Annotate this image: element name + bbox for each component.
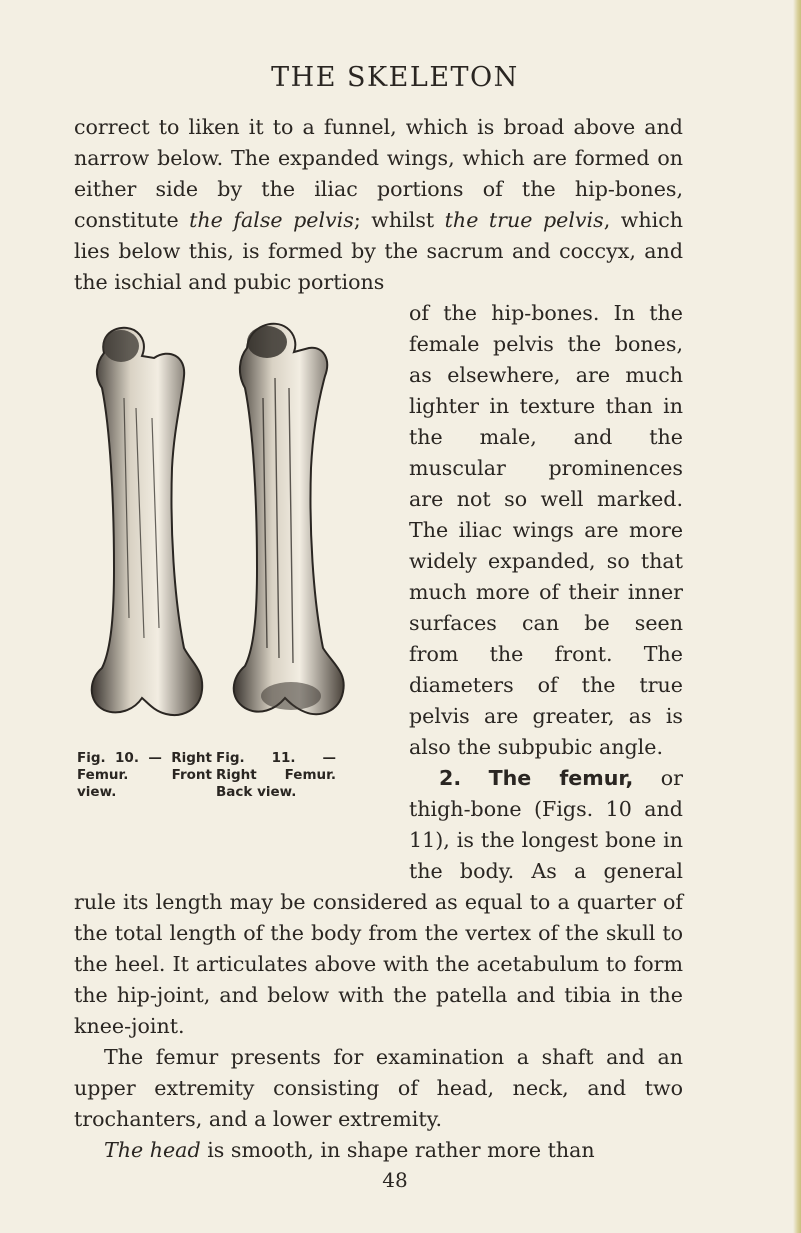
femur-figures: [74, 298, 395, 870]
paragraph-pelvis-continued: of the hip-bones. In the female pelvis the bones, as elsewhere, are much lighter in texture than in the male, and the muscular prominences are not so well marked. The iliac wings are more widely expanded, so that much more of their inner surfaces can be seen from the front. The diameters of the true pelvis are greater, as is also the subpubic angle.: [409, 301, 683, 759]
body-text: [74, 112, 683, 1166]
text-line: correct to liken it to a funnel, which is broad above: [74, 115, 636, 139]
term-true-pelvis: the true: [444, 208, 533, 232]
femur-illustrations: [74, 318, 374, 748]
paragraph-head: [74, 1135, 683, 1166]
text-line: hip-bones, constitute: [74, 177, 683, 232]
term-false-pelvis: the false pelvis: [189, 208, 354, 232]
term-femur: The femur,: [488, 766, 634, 790]
term-head: The head: [104, 1138, 201, 1162]
figure-caption: Fig. 10. — Right Femur. Front view.: [77, 750, 212, 800]
text-line: ; whilst: [353, 208, 445, 232]
paragraph-text: is smooth, in shape rather more than: [200, 1138, 595, 1162]
paragraph-femur-parts: The femur presents for examination a shaft and an upper extremity consisting of head, neck, and two trochanters, and a lower extremity.: [74, 1045, 683, 1131]
text-line: formed on either side by the iliac portions of the: [74, 146, 683, 201]
page-number: 48: [382, 1168, 408, 1192]
femur-front-view: [92, 328, 202, 715]
femur-back-view: [234, 324, 344, 714]
text-line: and narrow below. The expanded wings, which are: [74, 115, 683, 170]
paragraph-pelvis: [74, 112, 683, 298]
running-head: THE SKELETON: [271, 62, 519, 93]
figure-caption: Fig. 11. — Right Femur. Back view.: [216, 750, 336, 800]
text-line: , which lies below this, is formed by the: [74, 208, 684, 263]
paragraph-text: or thigh-bone (Figs. 10 and 11), is the longest bone in the body. As a general rule its length may be considered as equal to a quarter of the total length of the body from the vertex of the skull to the heel. It articulates above with the acetabulum to form the hip-joint, and below with the patella and tibia in the knee-joint.: [74, 766, 684, 1038]
section-number: 2.: [439, 766, 462, 790]
term-pelvis: pelvis: [542, 208, 604, 232]
text-line: sacrum and coccyx, and the ischial and pubic portions: [74, 239, 684, 294]
